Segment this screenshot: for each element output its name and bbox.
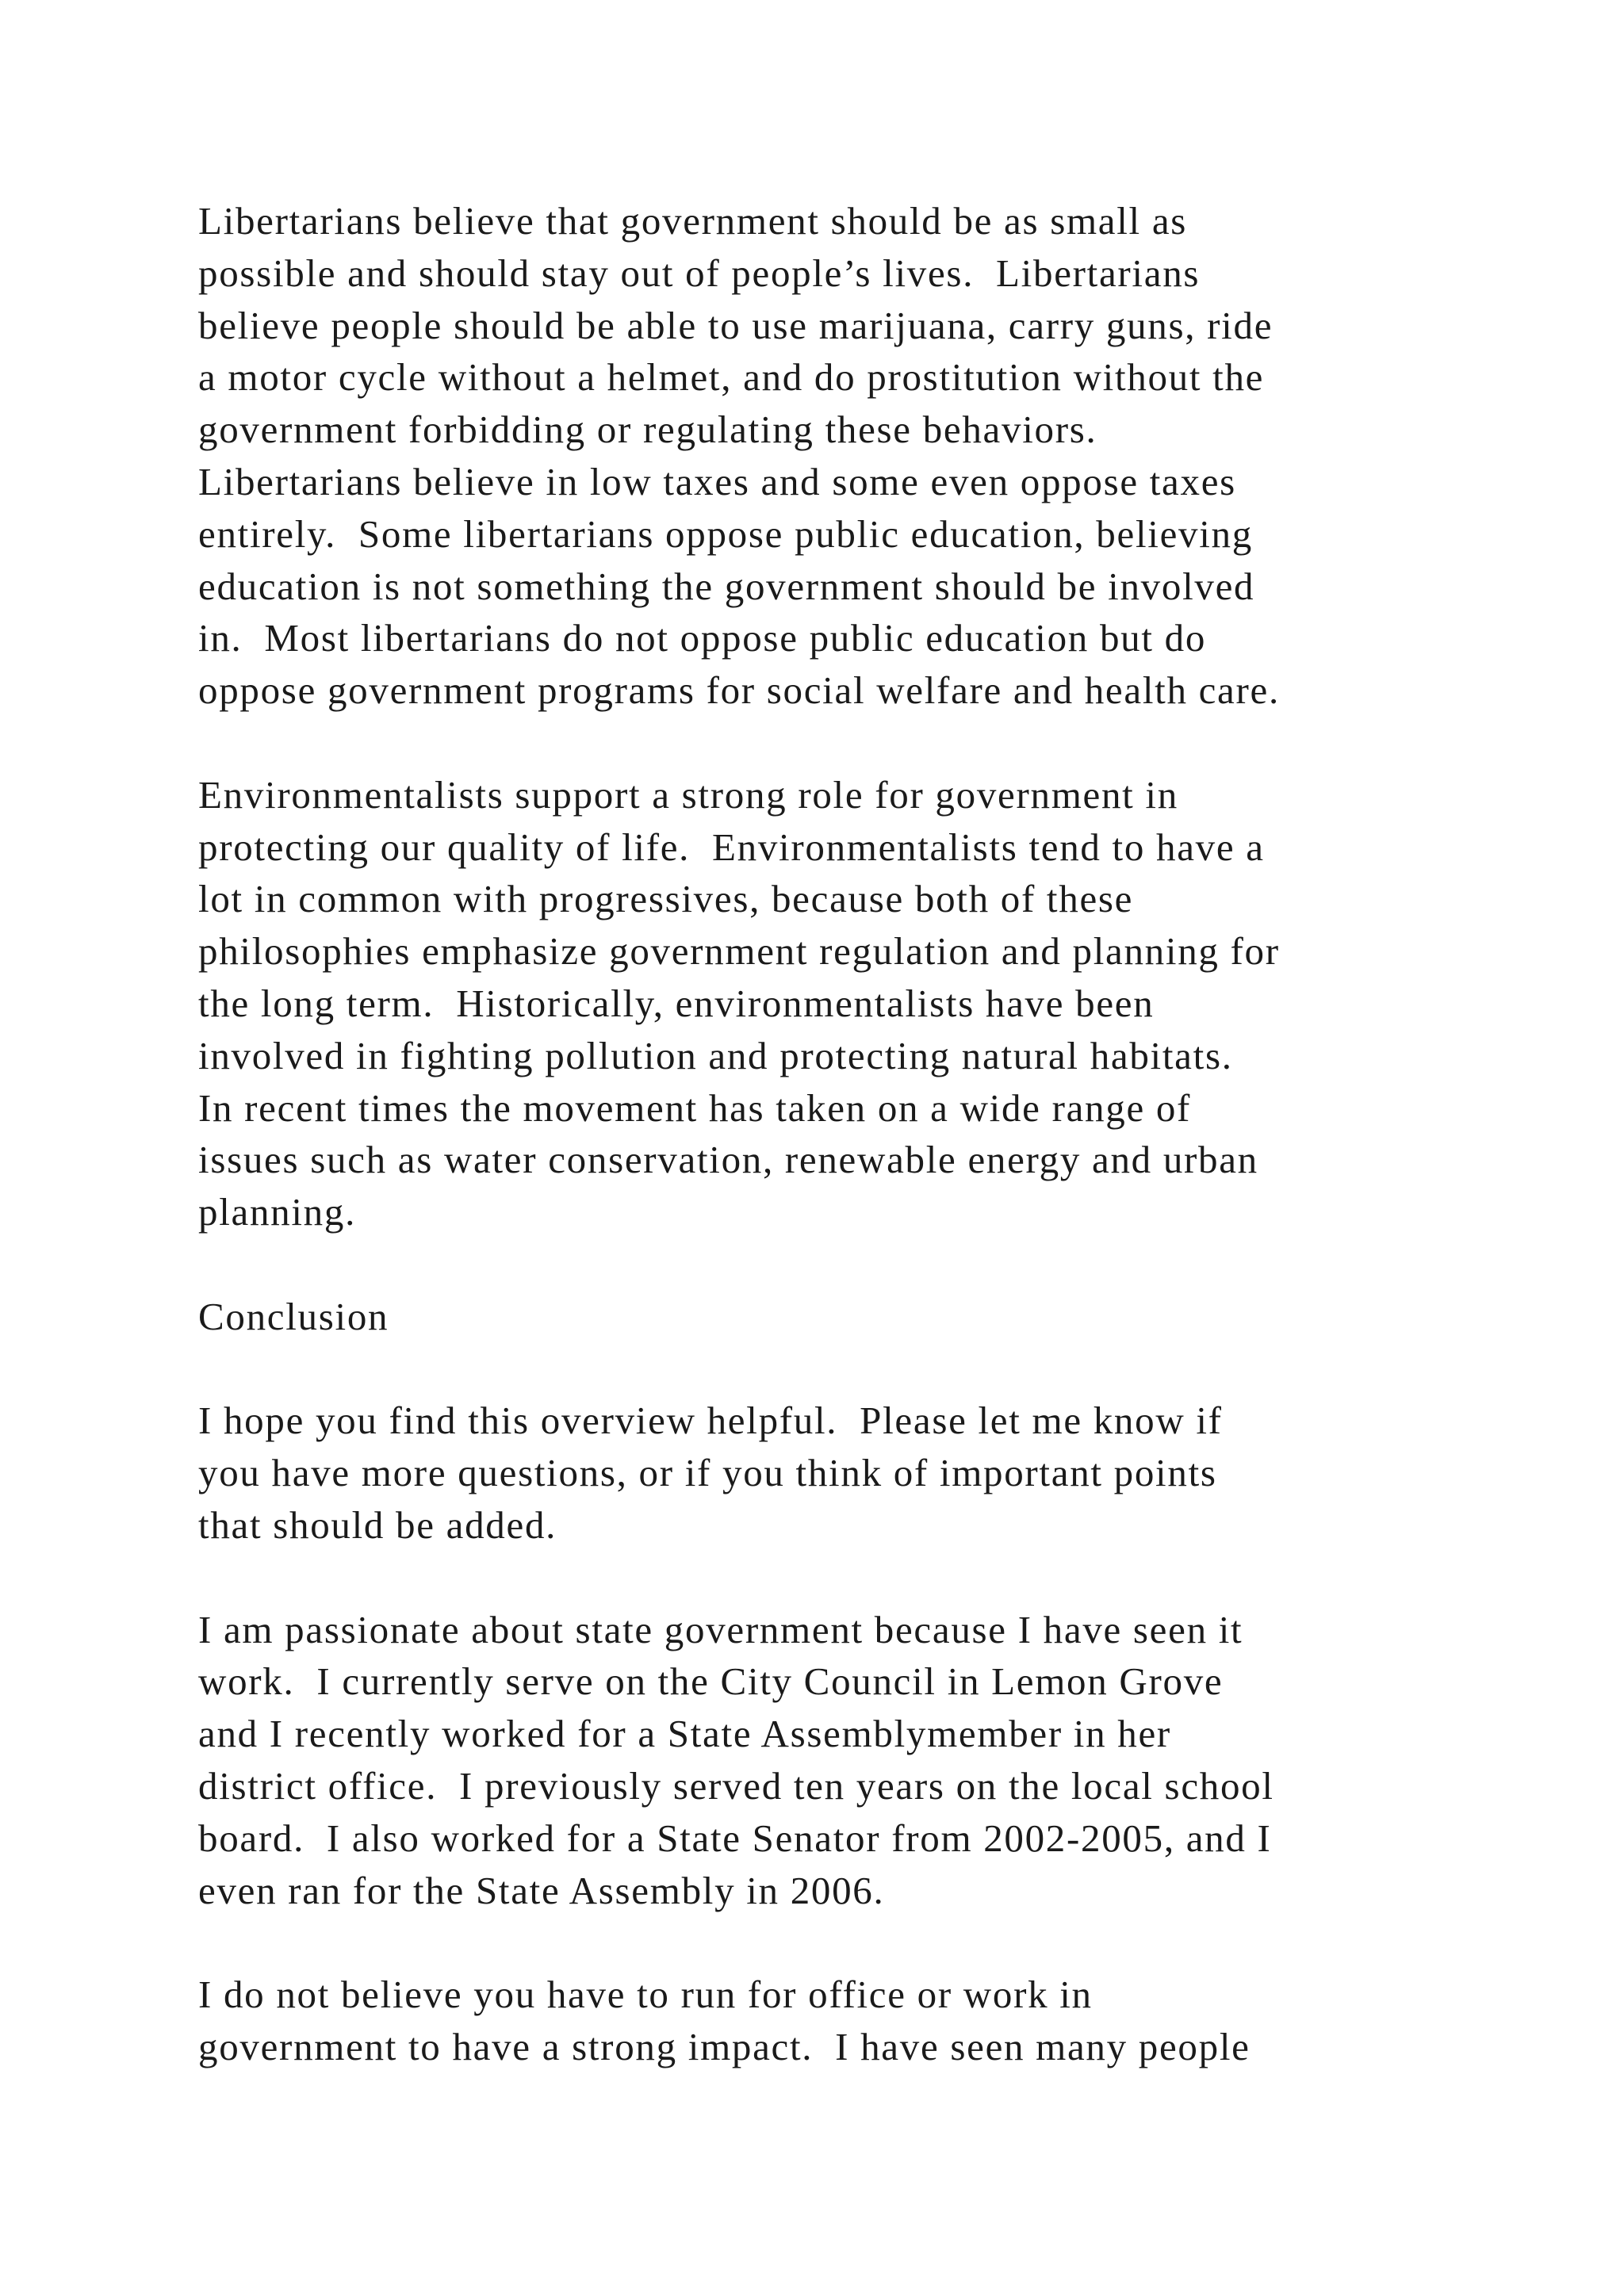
text-line: and I recently worked for a State Assemblymember in her (198, 1712, 1171, 1756)
paragraph-gap (198, 1552, 1483, 1604)
text-line: that should be added. (198, 1502, 557, 1547)
text-line: in. Most libertarians do not oppose public education but do (198, 616, 1207, 660)
text-line: I do not believe you have to run for office or work in (198, 1973, 1093, 2017)
text-line: Conclusion (198, 1294, 389, 1338)
text-line: I am passionate about state government because I have seen it (198, 1607, 1243, 1651)
paragraph-impact (198, 1969, 1483, 2073)
text-line: government forbidding or regulating these behaviors. (198, 408, 1097, 452)
text-line: philosophies emphasize government regulation and planning for (198, 929, 1280, 974)
text-line: work. I currently serve on the City Council in Lemon Grove (198, 1659, 1224, 1704)
text-line: even ran for the State Assembly in 2006. (198, 1868, 885, 1912)
text-line: Environmentalists support a strong role for government in (198, 772, 1178, 817)
text-line: you have more questions, or if you think of important points (198, 1451, 1217, 1495)
text-line: believe people should be able to use marijuana, carry guns, ride (198, 303, 1274, 347)
text-line: planning. (198, 1190, 357, 1234)
section-heading (198, 1291, 1483, 1343)
paragraph-libertarians (198, 195, 1483, 717)
text-line: a motor cycle without a helmet, and do prostitution without the (198, 355, 1265, 400)
paragraph-gap (198, 1343, 1483, 1395)
text-line: oppose government programs for social welfare and health care. (198, 668, 1280, 713)
text-line: possible and should stay out of people’s lives. Libertarians (198, 251, 1201, 295)
text-line: Libertarians believe in low taxes and some even oppose taxes (198, 459, 1236, 503)
text-line: Libertarians believe that government should be as small as (198, 199, 1188, 243)
text-line: involved in fighting pollution and protecting natural habitats. (198, 1033, 1233, 1077)
paragraph-gap (198, 1238, 1483, 1291)
paragraph-environmentalists (198, 769, 1483, 1238)
text-line: protecting our quality of life. Environmentalists tend to have a (198, 825, 1265, 869)
text-line: board. I also worked for a State Senator from 2002-2005, and I (198, 1816, 1272, 1860)
paragraph-gap (198, 1916, 1483, 1969)
text-line: education is not something the government should be involved (198, 564, 1255, 608)
text-line: I hope you find this overview helpful. Please let me know if (198, 1399, 1223, 1443)
paragraph-gap (198, 717, 1483, 769)
text-line: district office. I previously served ten years on the local school (198, 1763, 1274, 1808)
text-line: issues such as water conservation, renewable energy and urban (198, 1138, 1258, 1182)
text-line: the long term. Historically, environmentalists have been (198, 981, 1155, 1025)
text-line: government to have a strong impact. I have seen many people (198, 2024, 1251, 2068)
text-line: lot in common with progressives, because both of these (198, 877, 1134, 921)
text-line: In recent times the movement has taken on a wide range of (198, 1085, 1192, 1130)
document-body (198, 195, 1483, 2073)
paragraph-passionate (198, 1604, 1483, 1917)
paragraph-overview (198, 1395, 1483, 1551)
text-line: entirely. Some libertarians oppose public education, believing (198, 511, 1253, 556)
